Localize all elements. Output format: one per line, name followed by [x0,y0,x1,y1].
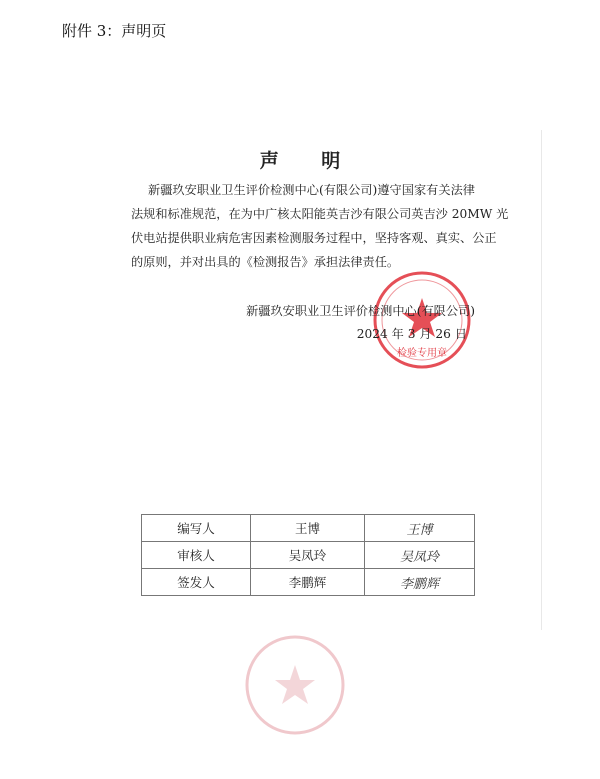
signature-organization: 新疆玖安职业卫生评价检测中心(有限公司) [246,304,475,318]
name-cell: 李鹏辉 [251,569,365,596]
table-row [142,515,475,542]
attachment-header: 附件 3：声明页 [62,22,167,40]
seal-text: 检验专用章 [397,348,447,359]
body-line: 伏电站提供职业病危害因素检测服务过程中，坚持客观、真实、公正 [131,231,497,245]
official-seal [370,268,474,372]
handwritten-signature: 吴凤玲 [365,542,475,569]
body-line: 的原则，并对出具的《检测报告》承担法律责任。 [131,255,400,269]
handwritten-signature: 王博 [365,515,475,542]
body-line: 新疆玖安职业卫生评价检测中心(有限公司)遵守国家有关法律 [148,183,475,197]
faint-seal-bleedthrough [240,630,350,740]
role-cell: 编写人 [142,515,251,542]
page-edge [541,130,542,630]
name-cell: 王博 [251,515,365,542]
role-cell: 签发人 [142,569,251,596]
table-row [142,542,475,569]
approval-table [141,514,475,596]
handwritten-signature: 李鹏辉 [365,569,475,596]
name-cell: 吴凤玲 [251,542,365,569]
table-row [142,569,475,596]
document-title: 声 明 [259,150,359,172]
body-line: 法规和标准规范，在为中广核太阳能英吉沙有限公司英吉沙 20MW 光 [131,207,509,221]
signature-date: 2024 年 3 月 26 日 [356,327,467,341]
role-cell: 审核人 [142,542,251,569]
